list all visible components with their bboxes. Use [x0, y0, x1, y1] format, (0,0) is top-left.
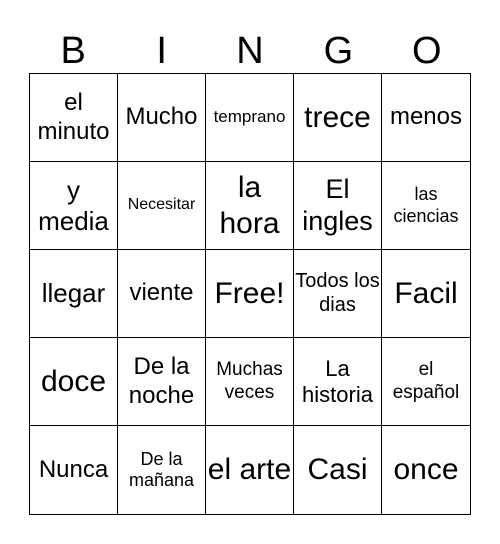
bingo-cell-text: el español	[392, 359, 460, 403]
bingo-cell-r1-c3	[206, 74, 294, 162]
header-letter-o: O	[412, 30, 442, 72]
bingo-cell-text: Necesitar	[127, 196, 196, 214]
bingo-cell-text: llegar	[41, 278, 106, 309]
header-letter-g: G	[323, 30, 354, 72]
header-letter-i: I	[156, 30, 167, 72]
bingo-cell-text: De la noche	[128, 353, 195, 409]
bingo-cell-r5-c3	[206, 426, 294, 514]
bingo-cell-text: El ingles	[302, 173, 373, 236]
bingo-cell-text: Muchas veces	[216, 359, 283, 403]
bingo-cell-r5-c2	[118, 426, 206, 514]
bingo-cell-text: Nunca	[38, 455, 109, 483]
bingo-cell-text: once	[393, 453, 459, 487]
bingo-cell-text: Casi	[307, 453, 368, 487]
bingo-cell-r4-c2	[118, 338, 206, 426]
header-letter-n: N	[236, 30, 264, 72]
bingo-cell-r2-c5	[382, 162, 470, 250]
bingo-cell-r3-c4	[294, 250, 382, 338]
bingo-cell-text: Facil	[394, 276, 458, 310]
bingo-cell-text: el minuto	[37, 89, 110, 145]
bingo-cell-text: Todos los dias	[295, 269, 380, 316]
bingo-cell-text: La historia	[302, 355, 373, 407]
bingo-cell-text: De la mañana	[128, 448, 195, 490]
bingo-cell-r1-c4	[294, 74, 382, 162]
bingo-cell-r4-c1	[30, 338, 118, 426]
bingo-cell-r2-c3	[206, 162, 294, 250]
bingo-cell-r2-c2	[118, 162, 206, 250]
bingo-cell-r1-c2	[118, 74, 206, 162]
bingo-cell-r3-c2	[118, 250, 206, 338]
bingo-cell-r5-c1	[30, 426, 118, 514]
bingo-cell-text: trece	[304, 100, 371, 134]
bingo-cell-free	[206, 250, 294, 338]
bingo-cell-r2-c1	[30, 162, 118, 250]
bingo-cell-text: y media	[38, 174, 109, 236]
bingo-cell-r1-c1	[30, 74, 118, 162]
bingo-cell-text: menos	[389, 103, 463, 131]
header-letter-b: B	[60, 30, 86, 72]
bingo-board	[29, 73, 471, 515]
bingo-cell-r2-c4	[294, 162, 382, 250]
bingo-cell-r4-c3	[206, 338, 294, 426]
bingo-cell-r5-c5	[382, 426, 470, 514]
bingo-cell-text: el arte	[207, 453, 292, 487]
bingo-cell-text: Free!	[214, 276, 285, 310]
bingo-cell-r4-c4	[294, 338, 382, 426]
bingo-cell-r3-c5	[382, 250, 470, 338]
bingo-cell-r3-c1	[30, 250, 118, 338]
bingo-cell-text: temprano	[213, 107, 286, 127]
bingo-header	[29, 28, 471, 74]
bingo-cell-r4-c5	[382, 338, 470, 426]
bingo-cell-text: Mucho	[125, 103, 198, 131]
bingo-cell-text: viente	[129, 279, 194, 307]
bingo-cell-r5-c4	[294, 426, 382, 514]
bingo-cell-r1-c5	[382, 74, 470, 162]
bingo-cell-text: las ciencias	[393, 184, 459, 226]
bingo-cell-text: doce	[40, 364, 107, 398]
bingo-cell-text: la hora	[219, 171, 280, 240]
